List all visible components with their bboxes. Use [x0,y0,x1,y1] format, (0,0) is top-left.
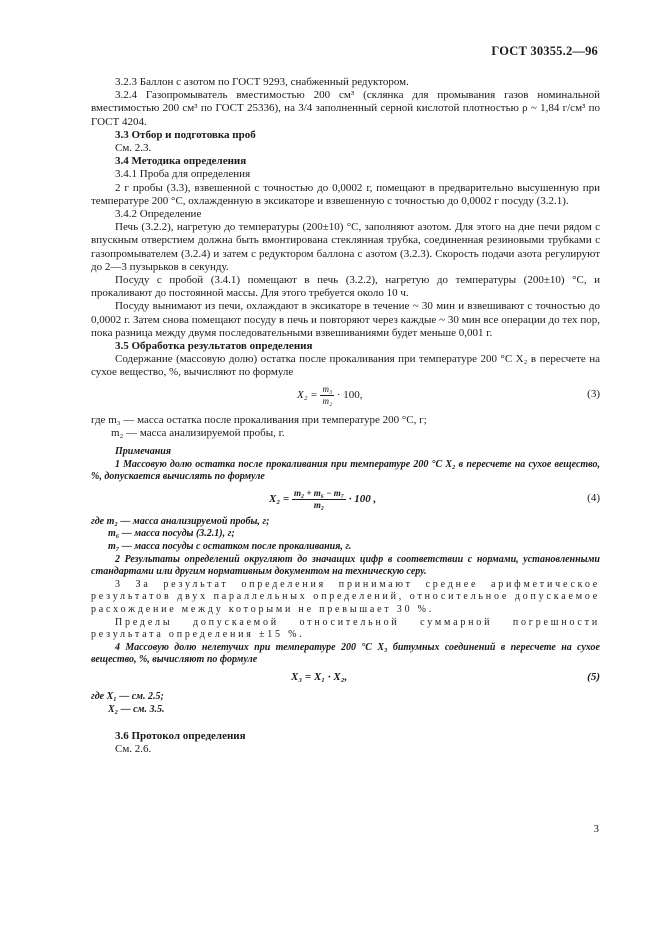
where-4-m2: где m₂ — масса анализируемой пробы, г; [91,515,270,527]
formula-3-lhs: X₂ = [297,388,318,401]
clause-3-2-3: 3.2.3 Баллон с азотом по ГОСТ 9293, снабженный редуктором. [115,76,409,88]
document-body [91,76,600,757]
heading-3-5: 3.5 Обработка результатов определения [115,340,313,353]
formula-5-expression: X₃ = X₁ · X₂, [291,670,348,683]
clause-3-4-2-text-c: Посуду вынимают из печи, охлаждают в эксикаторе в течение ~ 30 мин и взвешивают с точностью до 0,0002 г. Затем снова помещают посуду в печь и повторяют через каждые ~ 30 мин все операции до тех пор, пока разница между двумя последовательными взвешиваниями будет меньше 0,001 г. [91,300,600,339]
formula-4-number: (4) [587,491,600,504]
formula-3-numerator: m₃ [322,383,333,394]
note-4: 4 Массовую долю нелетучих при температуре 200 °С X₃ битумных соединений в пересчете на сухое вещество, %, вычисляют по формуле [91,641,600,666]
formula-4-denominator: m₂ [313,499,325,510]
note-1: 1 Массовую долю остатка после прокаливания при температуре 200 °С X₂ в пересчете на сухое вещество, %, допускается вычислять по формуле [91,458,600,483]
formula-3-rhs: · 100, [336,388,363,401]
heading-3-3: 3.3 Отбор и подготовка проб [115,128,256,141]
clause-3-3-text: См. 2.3. [115,142,152,155]
notes-block [91,446,600,716]
page-number: 3 [593,823,599,835]
where-4-m6: m₆ — масса посуды (3.2.1), г; [108,528,235,540]
formula-3-denominator: m₂ [322,395,333,406]
formula-4-rhs: · 100 , [348,492,377,505]
document-header-id: ГОСТ 30355.2—96 [491,44,598,58]
formula-4-lhs: X₂ = [269,492,290,505]
where-3-m3: где m₃ — масса остатка после прокаливания при температуре 200 °С, г; [91,413,427,426]
formula-3 [91,380,600,414]
formula-4-fraction [292,488,346,511]
formula-4-expression [269,488,376,511]
note-2: 2 Результаты определений округляют до значащих цифр в соответствии с нормами, установленными стандартами или другим нормативным документом на техническую серу. [91,553,600,578]
clause-3-2-4: 3.2.4 Газопромыватель вместимостью 200 см³ (склянка для промывания газов номинальной вместимостью 200 см³ по ГОСТ 25336), на 3/4 заполненный серной кислотой плотностью ρ ~ 1,84 г/см³ по ГОСТ 4204. [91,89,600,128]
where-5-x1: где X₁ — см. 2.5; [91,690,164,702]
clause-3-4-2-text-b: Посуду с пробой (3.4.1) помещают в печь (3.2.2), нагретую до температуры (200±10) °С, и прокаливают до постоянной массы. Для этого требуется около 10 ч. [91,274,600,300]
where-4-m7: m₇ — масса посуды с остатком после прокаливания, г. [108,541,352,553]
formula-3-number: (3) [587,387,600,400]
where-3-m2: m₂ — масса анализируемой пробы, г. [111,426,285,439]
clause-3-4-1: 3.4.1 Проба для определения [115,168,251,181]
formula-4 [91,484,600,516]
clause-3-4-1-text: 2 г пробы (3.3), взвешенной с точностью до 0,0002 г, помещают в предварительно высушенную при температуре 200 °С, охлажденную в эксикаторе и взвешенную с точностью до 0,0002 г посуду (3.2.1). [91,181,600,207]
clause-3-5-text: Содержание (массовую долю) остатка после прокаливания при температуре 200 °С X₂ в пересчете на сухое вещество, %, вычисляют по формуле [91,353,600,379]
notes-title: Примечания [115,446,172,458]
formula-5-number: (5) [587,670,600,683]
heading-3-4: 3.4 Методика определения [115,155,247,168]
where-5-x2: X₂ — см. 3.5. [108,703,165,715]
clause-3-4-2: 3.4.2 Определение [115,208,202,221]
formula-3-fraction [320,384,334,407]
formula-4-numerator: m₂ + m₆ − m₇ [293,487,344,498]
formula-3-expression [297,384,363,407]
clause-3-6-text: См. 2.6. [115,743,152,756]
formula-5 [91,667,600,691]
clause-3-4-2-text-a: Печь (3.2.2), нагретую до температуры (200±10) °С, заполняют азотом. Для этого на дне печи рядом с впускным отверстием должна быть вмонтирована стеклянная трубка, соединенная резиновыми трубками с газопромывателем (3.2.4) и затем с редуктором баллона с азотом (3.2.3). Скорость подачи азота регулируют до 2—3 пузырьков в секунду. [91,221,600,273]
note-3: 3 За результат определения принимают среднее арифметическое результатов двух параллельных определений, относительное допускаемое расхождение между которыми не превышает 30 %. [91,578,600,616]
note-3-limits: Пределы допускаемой относительной суммарной погрешности результата определения ±15 %. [91,616,600,641]
heading-3-6: 3.6 Протокол определения [115,730,246,743]
